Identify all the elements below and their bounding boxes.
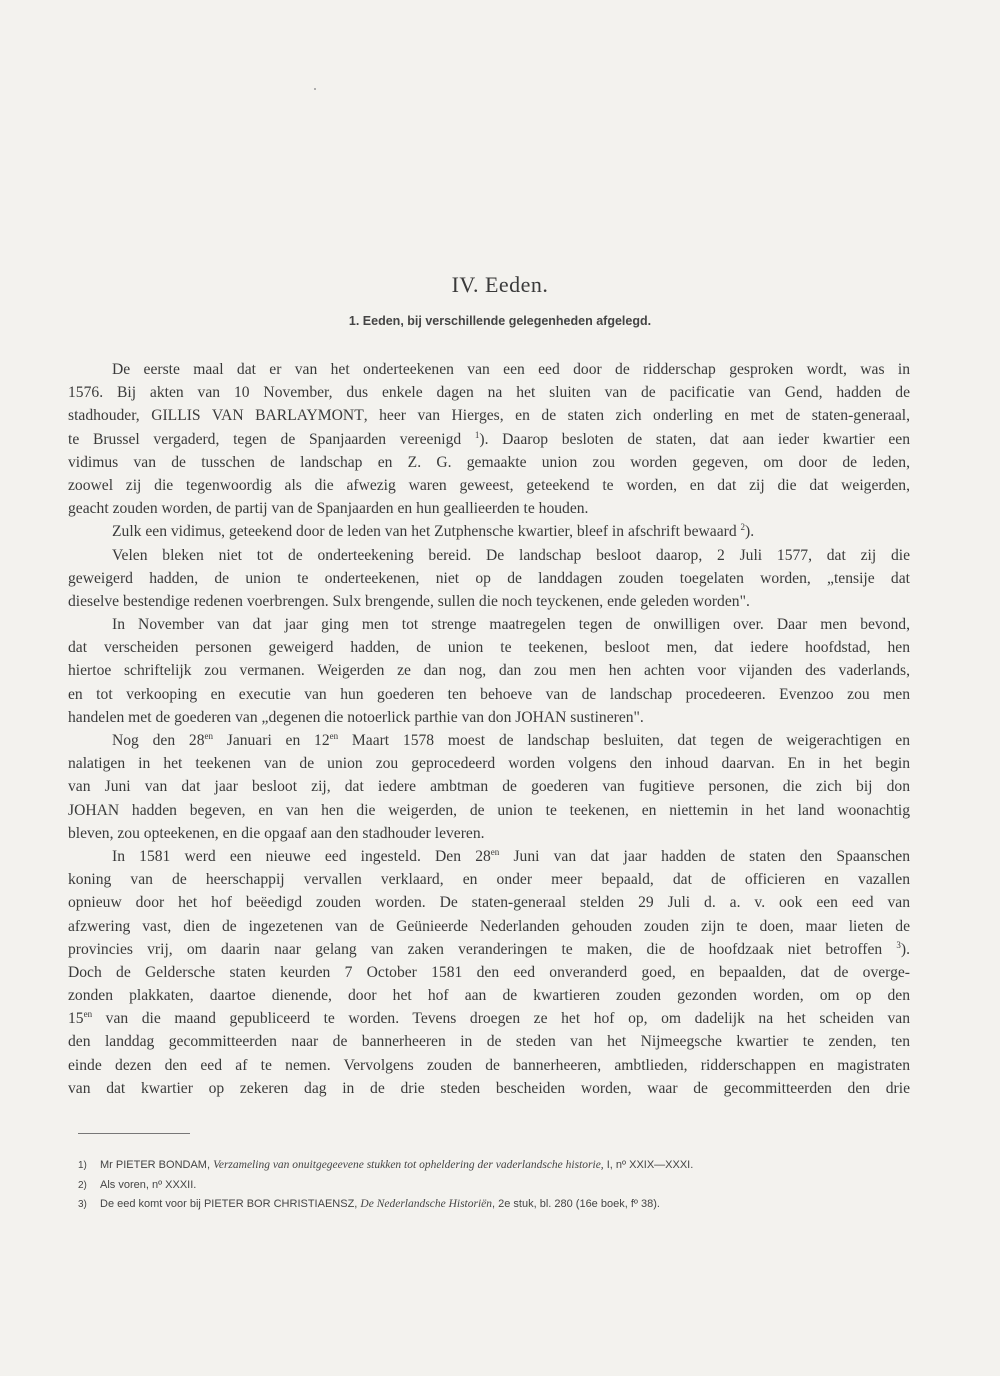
text-line: zonden plakkaten, daartoe dienende, door het hof aan de kwartieren zouden gezonden worden, om op den xyxy=(68,987,910,1005)
text-line: De eerste maal dat er van het onderteekenen van een eed door de ridderschap gesproken wordt, was in xyxy=(112,361,910,378)
footnote-2: 2) Als voren, nº XXXII. xyxy=(78,1178,197,1191)
footnote-3: 3) De eed komt voor bij PIETER BOR CHRISTIAENSZ, De Nederlandsche Historiën, 2e stuk, bl. 280 (16e boek, fº 38). xyxy=(78,1198,660,1210)
text-line: geweigerd hadden, de union te onderteekenen, niet op de landdagen zouden toegelaten worden, „tensije dat xyxy=(68,569,910,587)
text-line: van dat kwartier op zekeren dag in de drie steden bescheiden worden, waar de gecommitteerden den drie xyxy=(68,1079,910,1097)
footnote-divider xyxy=(78,1133,190,1134)
chapter-heading: IV. Eeden. xyxy=(451,272,549,297)
text-line: handelen met de goederen van „degenen die notoerlick parthie van don JOHAN sustineren". xyxy=(68,708,644,726)
text-line: Zulk een vidimus, geteekend door de leden van het Zutphensche kwartier, bleef in afschrift bewaard $^2$). xyxy=(112,522,755,541)
footnote-ref: 3 xyxy=(896,939,901,950)
footnote-ref: 1 xyxy=(474,429,480,440)
person-name: JOHAN xyxy=(515,708,567,726)
text-line: In November van dat jaar ging men tot strenge maatregelen tegen de onwilligen over. Daar men bevond, xyxy=(112,616,910,634)
text-line: opnieuw door het hof beëedigd zouden worden. De staten-generaal stelden 29 Juli d. a. v. ook een eed van xyxy=(68,894,910,912)
speck xyxy=(314,88,316,90)
text-line: afzwering vast, dien de ingezetenen van de Geünieerde Nederlanden gehouden zouden zijn te doen, maar lieten de xyxy=(68,917,910,935)
text-line: dieselve bestendige redenen voerbrengen. Sulx brengende, sullen die noch teyckenen, ende geleden worden". xyxy=(68,592,750,610)
text-line: nalatigen in het teekenen van de union zou geprocedeerd worden volgens den inhoud daarvan. En in het begin xyxy=(68,755,910,773)
text-line: dat verscheiden personen geweigerd hadden, de union te teekenen, besloot men, dat iedere hoofdstad, hen xyxy=(68,639,910,657)
footnote-ref: 2 xyxy=(740,522,746,533)
text-line: $15^{en}$ van die maand gepubliceerd te worden. Tevens droegen ze het hof op, om dadelijk na het scheiden van xyxy=(68,1009,910,1028)
text-line: Doch de Geldersche staten keurden 7 October 1581 den eed onveranderd goed, en bepaalden, dat de overge- xyxy=(68,963,910,981)
text-line: stadhouder, GILLIS VAN BARLAYMONT, heer van Hierges, en de staten zich onderling en met de staten-generaal, xyxy=(68,407,910,425)
text-line: en tot verkooping en executie van hun goederen ten behoeve van de landschap procedeeren. Evenzoo zou men xyxy=(68,685,910,703)
text-line: bleven, zou opteekenen, en die opgaaf aan den stadhouder leveren. xyxy=(68,824,485,842)
text-line: einde dezen den eed af te nemen. Vervolgens zouden de bannerheeren, ambtlieden, ridderschappen en magistraten xyxy=(68,1056,910,1074)
text-line: hiertoe schriftelijk zou vermanen. Weigerden ze dan nog, dan zou men hen achten voor vijanden des vaderlands, xyxy=(68,662,910,680)
text-line: In 1581 werd een nieuwe eed ingesteld. Den $28^{en}$ Juni van dat jaar hadden de staten den Spaanschen xyxy=(112,846,910,865)
text-line: 1576. Bij akten van 10 November, dus enkele dagen na het sluiten van de pacificatie van Gend, hadden de xyxy=(68,384,910,402)
text-line: koning van de heerschappij vervallen verklaard, en onder meer bepaald, dat de officieren en vazallen xyxy=(68,871,910,889)
body-text xyxy=(68,358,910,1100)
text-line: geacht zouden worden, de partij van de Spanjaarden en hun geallieerden te houden. xyxy=(68,500,589,518)
person-name: JOHAN xyxy=(68,801,120,819)
text-line: vidimus van de tusschen de landschap en Z. G. gemaakte union zou worden gegeven, om door de leden, xyxy=(68,453,910,471)
person-name: GILLIS VAN BARLAYMONT xyxy=(151,407,364,425)
footnotes xyxy=(78,1156,918,1215)
footnote-1: 1) Mr PIETER BONDAM, Verzameling van onuitgegeevene stukken tot opheldering der vaderlandsche historie, I, nº XXIX—XXXI. xyxy=(78,1159,694,1171)
text-line: te Brussel vergaderd, tegen de Spanjaarden vereenigd $^1$). Daarop besloten de staten, dat aan ieder kwartier een xyxy=(68,429,910,448)
text-line: den landdag gecommitteerden naar de bannerheeren in de steden van het Nijmeegsche kwartier te zenden, ten xyxy=(68,1033,910,1051)
text-line: Velen bleken niet tot de onderteekening bereid. De landschap besloot daarop, 2 Juli 1577, dat zij die xyxy=(112,546,910,564)
text-line: Nog den $28^{en}$ Januari en $12^{en}$ Maart 1578 moest de landschap besluiten, dat tegen de weigerachtigen en xyxy=(112,730,910,749)
text-line: van Juni van dat jaar besloot zij, dat iedere ambtman de goederen van fugitieve personen, die zich bij don xyxy=(68,778,910,796)
text-line: zoowel zij die tegenwoordig als die afwezig waren geweest, geteekend te worden, en dat zij die dat weigerden, xyxy=(68,476,910,494)
text-line: provincies vrij, om daarin naar gelang van zaken veranderingen te maken, die de hoofdzaak niet betroffen $^3$). xyxy=(68,939,910,958)
text-line: JOHAN hadden begeven, en van hen die weigerden, de union te teekenen, en niettemin in het land woonachtig xyxy=(68,801,910,819)
section-heading: 1. Eeden, bij verschillende gelegenheden afgelegd. xyxy=(348,314,652,328)
